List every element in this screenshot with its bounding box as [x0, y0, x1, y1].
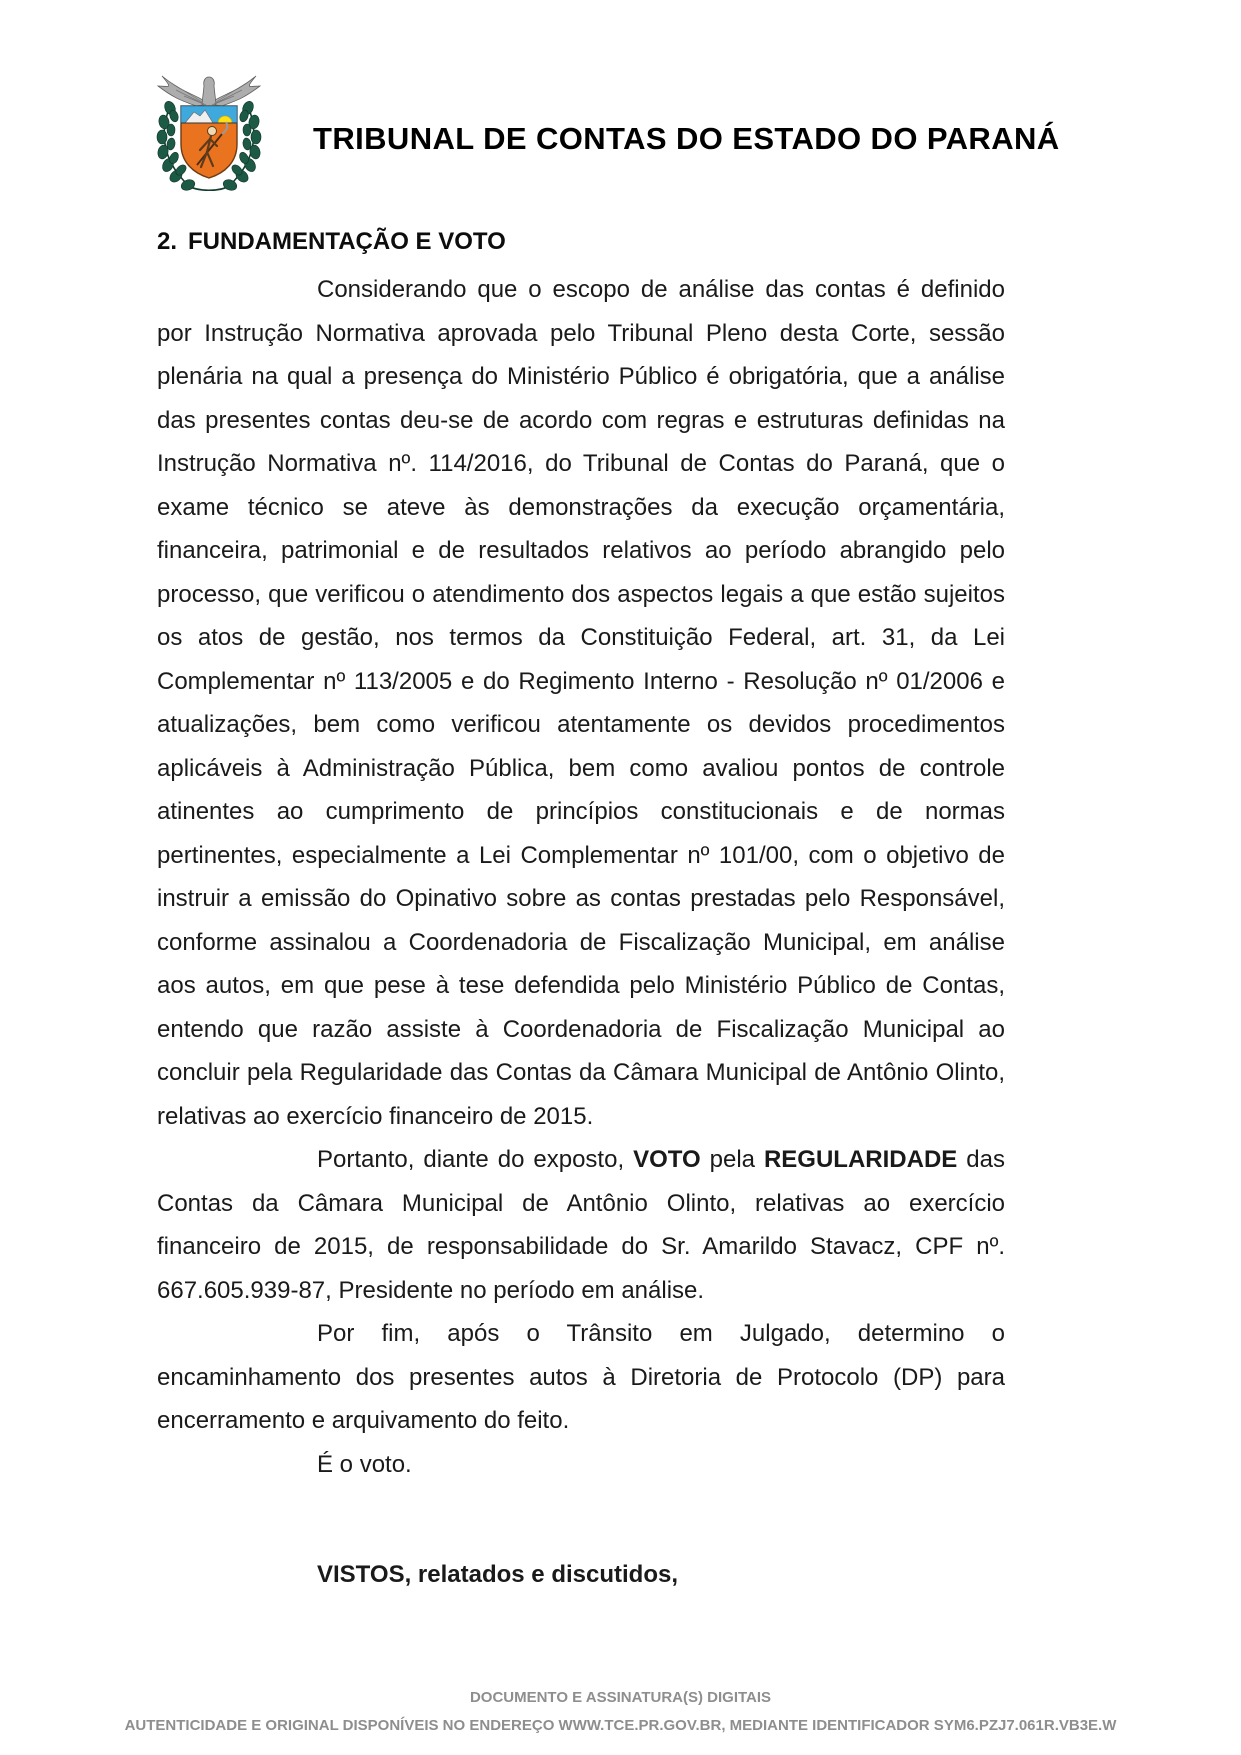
emphasis-text: VISTOS, relatados e discutidos, — [317, 1561, 678, 1588]
body-text: Por fim, após o Trânsito em Julgado, determino o encaminhamento dos presentes autos à Diretoria de Protocolo (DP) para encerramento e arquivamento do feito. — [157, 1320, 1005, 1434]
digital-signature-footer — [0, 1684, 1241, 1740]
body-text: É o voto. — [317, 1450, 412, 1478]
section-number: 2. — [157, 228, 178, 255]
emphasis-text: VOTO — [633, 1146, 701, 1173]
closing-remark — [157, 1443, 1005, 1487]
body-text: Considerando que o escopo de análise das contas é definido por Instrução Normativa aprovada pelo Tribunal Pleno desta Corte, sessão plenária na qual a presença do Ministério Público é obrigatória, que a análise das presentes contas deu-se de acordo com regras e estruturas definidas na Instrução Normativa nº. 114/2016, do Tribunal de Contas do Paraná, que o exame técnico se ateve às demonstrações da execução orçamentária, financeira, patrimonial e de resultados relativos ao período abrangido pelo processo, que verificou o atendimento dos aspectos legais a que estão sujeitos os atos de gestão, nos termos da Constituição Federal, art. 31, da Lei Complementar nº 113/2005 e do Regimento Interno - Resolução nº 01/2006 e atualizações, bem como verificou atentamente os devidos procedimentos aplicáveis à Administração Pública, bem como avaliou pontos de controle atinentes ao cumprimento de princípios constitucionais e de normas pertinentes, especialmente a Lei Complementar nº 101/00, com o objetivo de instruir a emissão do Opinativo sobre as contas prestadas pelo Responsável, conforme assinalou a Coordenadoria de Fiscalização Municipal, em análise aos autos, em que pese à tese defendida pelo Ministério Público de Contas, entendo que razão assiste à Coordenadoria de Fiscalização Municipal ao concluir pela Regularidade das Contas da Câmara Municipal de Antônio Olinto, relativas ao exercício financeiro de 2015. — [157, 276, 1005, 1130]
section-title: FUNDAMENTAÇÃO E VOTO — [188, 228, 506, 255]
forwarding-paragraph — [157, 1312, 1005, 1443]
institution-title: TRIBUNAL DE CONTAS DO ESTADO DO PARANÁ — [313, 121, 1060, 156]
section-heading — [157, 228, 506, 256]
vistos-line — [157, 1553, 1005, 1597]
body-text: pela — [700, 1146, 764, 1173]
footer-line-1: DOCUMENTO E ASSINATURA(S) DIGITAIS — [469, 1689, 772, 1706]
vote-paragraph — [157, 1138, 1005, 1312]
body-text: Portanto, diante do exposto, — [317, 1146, 634, 1173]
emphasis-text: REGULARIDADE — [763, 1146, 958, 1173]
footer-line-2: AUTENTICIDADE E ORIGINAL DISPONÍVEIS NO ENDEREÇO WWW.TCE.PR.GOV.BR, MEDIANTE IDENTIFICADOR SYM6.PZJ7.061R.VB3E.W — [124, 1717, 1117, 1734]
parana-coat-of-arms-icon — [150, 64, 268, 196]
document-body — [157, 268, 1005, 1597]
considerations-paragraph — [157, 268, 1005, 1138]
body-text: das Contas da Câmara Municipal de Antônio Olinto, relativas ao exercício financeiro de 2015, de responsabilidade do Sr. Amarildo Stavacz, CPF nº. 667.605.939-87, Presidente no período em análise. — [157, 1146, 1005, 1304]
